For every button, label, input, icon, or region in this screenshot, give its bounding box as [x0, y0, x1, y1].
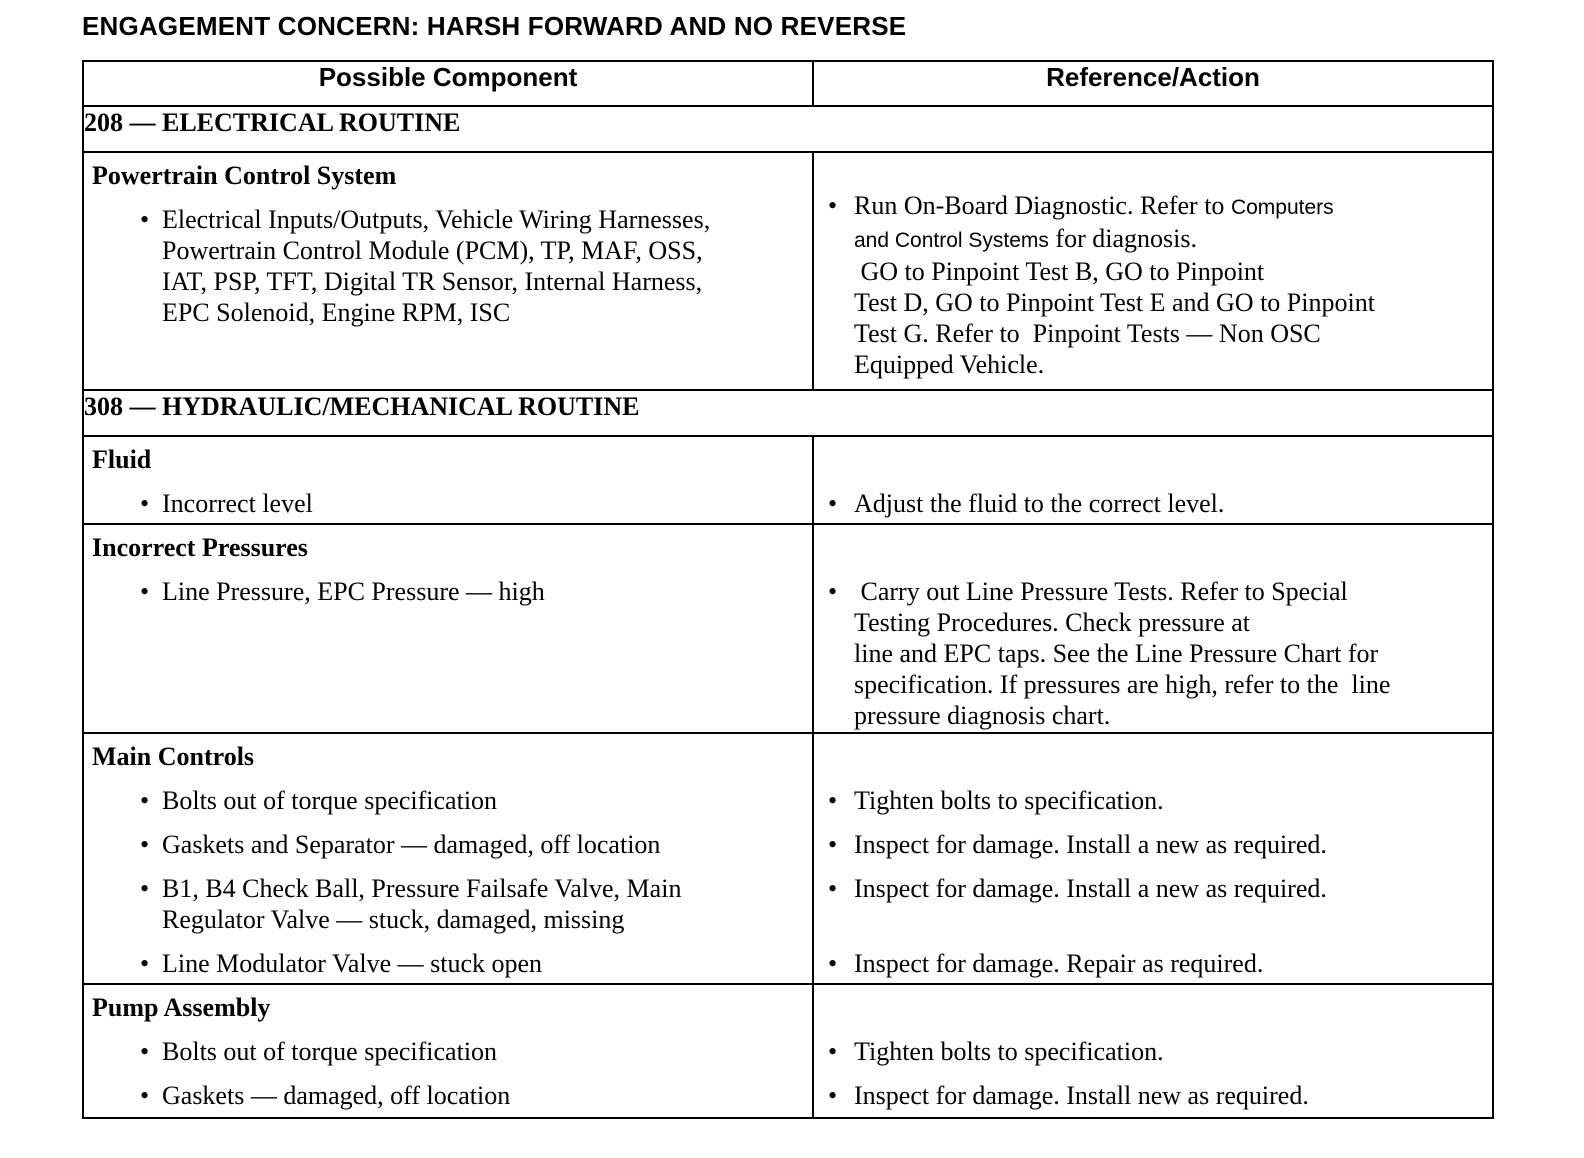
bullet: • [140, 577, 150, 606]
list-item [814, 1080, 1492, 1111]
list-item [84, 948, 812, 979]
component-cell [83, 984, 813, 1118]
list-item [814, 829, 1492, 860]
action-cell [813, 152, 1493, 390]
action-cell [813, 733, 1493, 984]
component-cell [83, 152, 813, 390]
bullet: • [828, 830, 838, 859]
list-item [814, 948, 1492, 979]
bullet: • [828, 786, 838, 815]
action-text: line and EPC taps. See the Line Pressure Chart for [854, 639, 1379, 668]
list-item [84, 576, 812, 607]
action-text: pressure diagnosis chart. [854, 701, 1111, 730]
bullet: • [140, 489, 150, 518]
table-header-row [83, 61, 1493, 106]
page-title: ENGAGEMENT CONCERN: HARSH FORWARD AND NO REVERSE [82, 11, 907, 41]
action-text: Adjust the fluid to the correct level. [854, 489, 1225, 518]
action-text: Inspect for damage. Install a new as required. [854, 874, 1327, 903]
component-text: Gaskets — damaged, off location [162, 1081, 511, 1110]
table-row [83, 733, 1493, 984]
action-text: Tighten bolts to specification. [854, 786, 1164, 815]
routine-electrical: 208 — ELECTRICAL ROUTINE [83, 106, 1493, 152]
list-item [84, 1036, 812, 1067]
category-main-controls: Main Controls [92, 742, 255, 771]
action-cell [813, 436, 1493, 524]
list-item [814, 873, 1492, 904]
category-pressures: Incorrect Pressures [92, 533, 308, 562]
action-text: Inspect for damage. Repair as required. [854, 949, 1264, 978]
list-item [84, 873, 812, 935]
action-text: GO to Pinpoint Test B, GO to Pinpoint [854, 257, 1265, 286]
action-text: Inspect for damage. Install a new as required. [854, 830, 1327, 859]
action-text: Carry out Line Pressure Tests. Refer to Special [854, 577, 1348, 606]
bullet: • [828, 577, 838, 606]
routine-row-electrical [83, 106, 1493, 152]
routine-hydraulic: 308 — HYDRAULIC/MECHANICAL ROUTINE [83, 390, 1493, 436]
action-text: Inspect for damage. Install new as required. [854, 1081, 1309, 1110]
action-text: Equipped Vehicle. [854, 350, 1045, 379]
category-powertrain: Powertrain Control System [92, 161, 397, 190]
table-row [83, 436, 1493, 524]
component-text: B1, B4 Check Ball, Pressure Failsafe Valve, Main [162, 874, 682, 903]
list-item [84, 1080, 812, 1111]
category-pump-assembly: Pump Assembly [92, 993, 271, 1022]
component-text: IAT, PSP, TFT, Digital TR Sensor, Internal Harness, [162, 267, 703, 296]
list-item [814, 190, 1492, 380]
component-cell [83, 524, 813, 733]
component-text: Powertrain Control Module (PCM), TP, MAF, OSS, [162, 236, 703, 265]
action-text: Test G. Refer to Pinpoint Tests — Non OSC [854, 319, 1321, 348]
component-text: Incorrect level [162, 489, 313, 518]
component-text: Regulator Valve — stuck, damaged, missing [162, 905, 625, 934]
table-row [83, 984, 1493, 1118]
component-cell [83, 733, 813, 984]
list-item [814, 1036, 1492, 1067]
bullet: • [140, 786, 150, 815]
table-row [83, 152, 1493, 390]
action-text: for diagnosis. [1055, 224, 1197, 253]
bullet: • [140, 1081, 150, 1110]
list-item [814, 488, 1492, 519]
action-text: Run On-Board Diagnostic. Refer to [854, 191, 1225, 220]
action-text: Tighten bolts to specification. [854, 1037, 1164, 1066]
action-cell [813, 524, 1493, 733]
action-text: Testing Procedures. Check pressure at [854, 608, 1251, 637]
component-text: Line Pressure, EPC Pressure — high [162, 577, 545, 606]
component-text: Gaskets and Separator — damaged, off location [162, 830, 661, 859]
header-reference-action: Reference/Action [813, 61, 1493, 106]
action-text: Test D, GO to Pinpoint Test E and GO to Pinpoint [854, 288, 1375, 317]
component-text: Electrical Inputs/Outputs, Vehicle Wiring Harnesses, [162, 205, 711, 234]
list-item [84, 829, 812, 860]
list-item [814, 576, 1492, 731]
header-possible-component: Possible Component [83, 61, 813, 106]
action-text: specification. If pressures are high, refer to the line [854, 670, 1391, 699]
bullet: • [140, 1037, 150, 1066]
reference-text: and Control Systems [854, 229, 1049, 252]
list-item [84, 204, 812, 328]
bullet: • [828, 1037, 838, 1066]
bullet: • [828, 949, 838, 978]
component-text: Line Modulator Valve — stuck open [162, 949, 543, 978]
bullet: • [140, 874, 150, 903]
component-cell [83, 436, 813, 524]
reference-text: Computers [1230, 196, 1334, 219]
bullet: • [140, 949, 150, 978]
category-fluid: Fluid [92, 445, 152, 474]
bullet: • [828, 874, 838, 903]
routine-row-hydraulic [83, 390, 1493, 436]
diagnosis-table [82, 60, 1494, 1119]
component-text: Bolts out of torque specification [162, 786, 498, 815]
component-text: Bolts out of torque specification [162, 1037, 498, 1066]
bullet: • [828, 489, 838, 518]
list-item [84, 785, 812, 816]
list-item [84, 488, 812, 519]
action-cell [813, 984, 1493, 1118]
bullet: • [828, 191, 838, 220]
list-item [814, 785, 1492, 816]
component-text: EPC Solenoid, Engine RPM, ISC [162, 298, 511, 327]
bullet: • [828, 1081, 838, 1110]
bullet: • [140, 205, 150, 234]
table-row [83, 524, 1493, 733]
bullet: • [140, 830, 150, 859]
